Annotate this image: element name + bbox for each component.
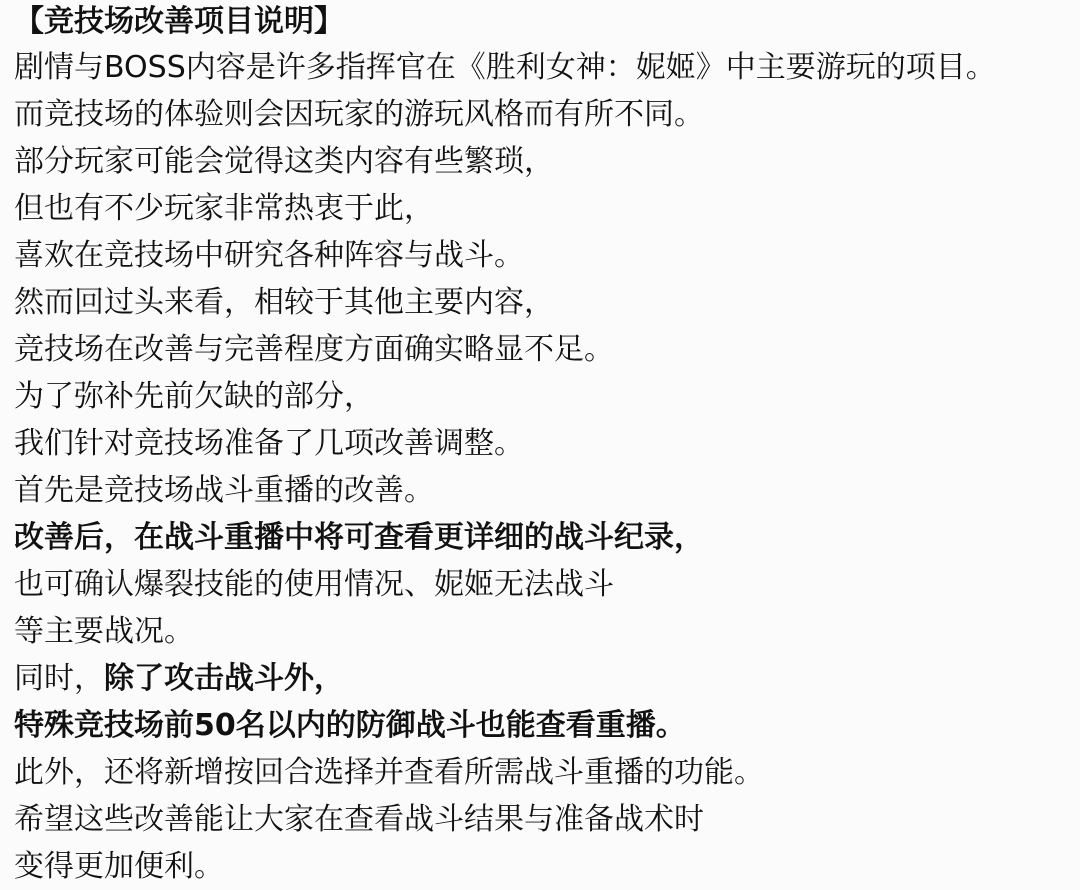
text-line: 也可确认爆裂技能的使用情况、妮姬无法战斗: [14, 567, 614, 602]
text-line: 为了弥补先前欠缺的部分，: [14, 379, 374, 414]
bold-text-line: 特殊竞技场前50名以内的防御战斗也能查看重播。: [14, 708, 686, 743]
text-line: 竞技场在改善与完善程度方面确实略显不足。: [14, 332, 614, 367]
text-line: 变得更加便利。: [14, 849, 224, 884]
text-segment: 同时，: [14, 661, 104, 696]
bold-text-segment: 除了攻击战斗外，: [104, 661, 344, 696]
text-line: 但也有不少玩家非常热衷于此，: [14, 191, 434, 226]
bold-text-line: 改善后，在战斗重播中将可查看更详细的战斗纪录，: [14, 520, 704, 555]
text-line: 希望这些改善能让大家在查看战斗结果与准备战术时: [14, 802, 704, 837]
text-line: 我们针对竞技场准备了几项改善调整。: [14, 426, 524, 461]
text-line: 然而回过头来看，相较于其他主要内容，: [14, 285, 554, 320]
text-line: 等主要战况。: [14, 614, 194, 649]
document-title: 【竞技场改善项目说明】: [14, 4, 344, 39]
text-line: 剧情与BOSS内容是许多指挥官在《胜利女神：妮姬》中主要游玩的项目。: [14, 50, 996, 85]
text-line: 首先是竞技场战斗重播的改善。: [14, 473, 434, 508]
text-line: 部分玩家可能会觉得这类内容有些繁琐，: [14, 144, 554, 179]
text-line: 喜欢在竞技场中研究各种阵容与战斗。: [14, 238, 524, 273]
mixed-text-line: [14, 655, 1080, 702]
text-line: 此外，还将新增按回合选择并查看所需战斗重播的功能。: [14, 755, 764, 790]
text-line: 而竞技场的体验则会因玩家的游玩风格而有所不同。: [14, 97, 704, 132]
